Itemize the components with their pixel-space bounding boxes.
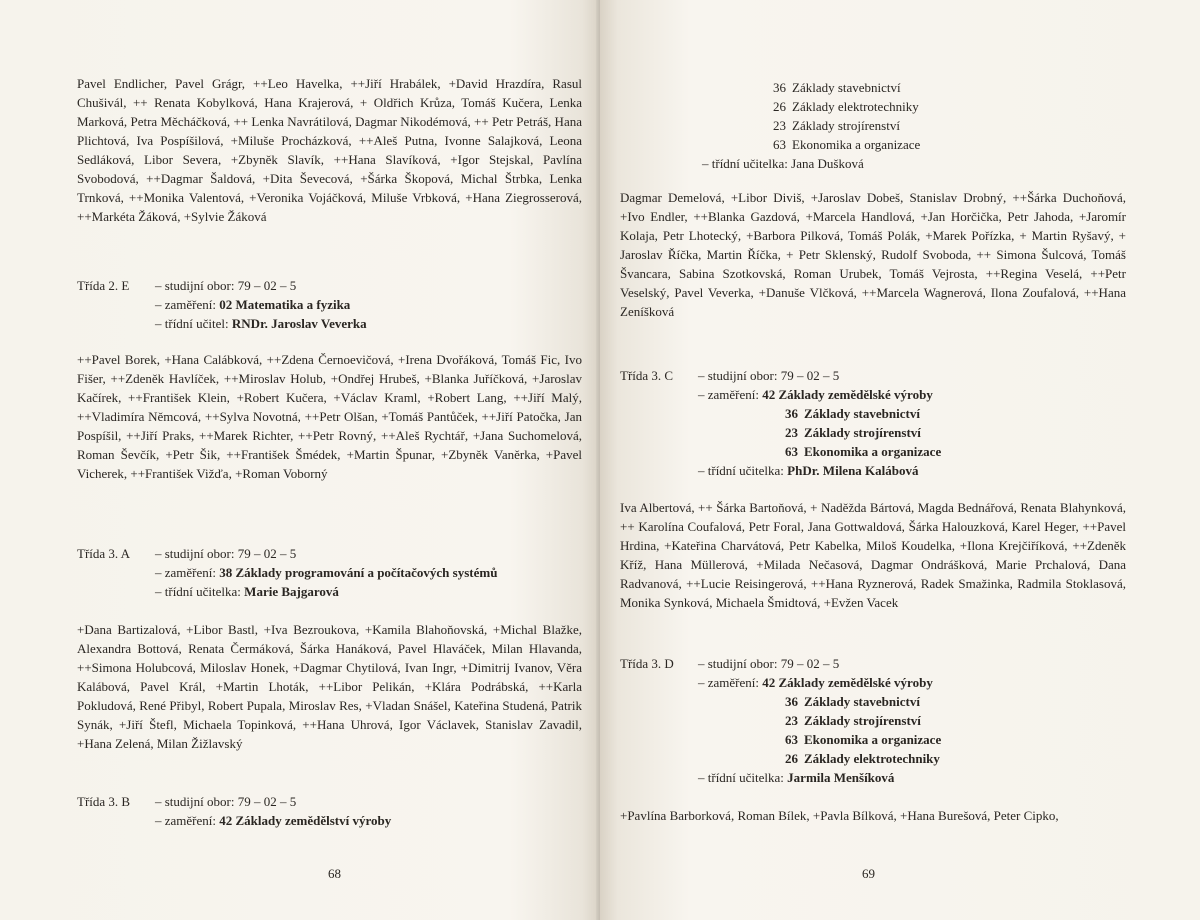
page-number: 68 bbox=[328, 866, 341, 881]
specialization-line: 23 Základy strojírenství bbox=[773, 118, 900, 133]
student-list: ++Pavel Borek, +Hana Calábková, ++Zdena Černoevičová, +Irena Dvořáková, Tomáš Fic, Ivo Fišer, ++Zdeněk Havlíček, ++Miroslav Holub, +Ondřej Hrubeš, +Blanka Juříčková, +Jaroslav Kačírek, ++František Klein, +Robert Kučera, +Václav Kraml, +Robert Lang, ++Jiří Malý, ++Vladimíra Němcová, ++Sylva Novotná, ++Petr Olšan, +Tomáš Pantůček, ++Jiří Patočka, Jan Pospíšil, ++Jiří Praks, ++Marek Richter, ++Petr Rovný, ++Aleš Rychtář, +Jana Suchomelová, Roman Ševčík, +Petr Šik, ++František Šmédek, +Martin Špunar, +Zbyněk Vaněrka, +Pavel Vicherek, ++František Vižďa, +Roman Voborný bbox=[77, 352, 582, 481]
right-page bbox=[600, 0, 1200, 920]
class-name: Třída 3. D bbox=[620, 656, 674, 671]
specialization-line: 63 Ekonomika a organizace bbox=[773, 137, 921, 152]
student-list-3b bbox=[620, 188, 1126, 321]
student-list: Iva Albertová, ++ Šárka Bartoňová, + Naděžda Bártová, Magda Bednářová, Renata Blahynková, ++ Karolína Coufalová, Petr Foral, Jana Gottwaldová, Šárka Halouzková, Karel Heger, ++Pavel Hrdina, +Kateřina Charvátová, Petr Kabelka, Miloš Koudelka, +Ilona Krejčiříková, ++Zdeněk Kříž, Hana Müllerová, +Milada Nečasová, Dagmar Ondrášková, Marie Prchalová, Dana Radvanová, ++Lucie Reisingerová, ++Hana Ryznerová, Radek Smažinka, Radmila Stoklasová, Monika Synková, Michaela Šmidtová, +Evžen Vacek bbox=[620, 500, 1126, 610]
student-list-3d bbox=[620, 806, 1126, 825]
student-list: +Pavlína Barborková, Roman Bílek, +Pavla Bílková, +Hana Burešová, Peter Cipko, bbox=[620, 808, 1059, 823]
class-3d-header: Třída 3. D – studijní obor: 79 – 02 – 5 – zaměření: 42 Základy zemědělské výroby 36 Základy stavebnictví 23 Základy strojírenství 63 Ekonomika a organizace 26 Základy elektrotechniky – třídní učitelka: Jarmila Menšíková bbox=[620, 656, 942, 785]
student-list: +Dana Bartizalová, +Libor Bastl, +Iva Bezroukova, +Kamila Blahoňovská, +Michal Blažke, Alexandra Bottová, Renata Čermáková, Šárka Hanáková, Pavel Hlaváček, Milan Hlavanda, ++Simona Holubcová, Miloslav Honek, +Dagmar Chytilová, Ivan Ingr, +Dimitrij Ivanov, Věra Kalábová, Pavel Král, +Martin Lhoták, ++Libor Pelikán, +Klára Podrábská, ++Karla Pokludová, René Přibyl, Robert Pupala, Miroslav Res, +Vladan Snášel, Kateřina Studená, Patrik Synák, +Jiří Štefl, Michaela Topinková, ++Hana Uhrová, Igor Václavek, Stanislav Zavadil, +Hana Zelená, Milan Žižlavský bbox=[77, 622, 582, 751]
class-name: Třída 3. C bbox=[620, 368, 674, 383]
student-list: Pavel Endlicher, Pavel Grágr, ++Leo Havelka, ++Jiří Hrabálek, +David Hrazdíra, Rasul Chušivál, ++ Renata Kobylková, Hana Krajerová, + Oldřich Krůza, Tomáš Kučera, Lenka Marková, Petra Měcháčková, ++ Lenka Navrátilová, Dagmar Nikodémová, ++ Petr Petráš, Hana Plichtová, Iva Pospíšilová, +Miluše Procházková, ++Aleš Putna, Ivonne Salajková, Leona Sedláková, Libor Severa, +Zbyněk Slavík, ++Hana Slavíková, +Igor Stejskal, Pavlína Svobodová, ++Dagmar Šaldová, +Dita Ševecová, +Šárka Škopová, Michal Štrbka, Lenka Trnková, ++Monika Valentová, +Veronika Vojáčková, Miluše Vrbková, +Hana Ziegrosserová, ++Markéta Žáková, +Sylvie Žáková bbox=[77, 76, 582, 224]
zamereni-label: – zaměření: bbox=[155, 297, 216, 312]
obor-value: 79 – 02 – 5 bbox=[237, 278, 297, 293]
ucitel-value: RNDr. Jaroslav Veverka bbox=[231, 316, 367, 331]
obor-label: – studijní obor: bbox=[155, 546, 235, 561]
student-list: Dagmar Demelová, +Libor Diviš, +Jaroslav Dobeš, Stanislav Drobný, ++Šárka Duchoňová, +Ivo Endler, ++Blanka Gazdová, +Marcela Handlová, +Jan Horčička, Petr Jahoda, +Jaromír Kolaja, Petr Lhotecký, +Barbora Pilková, Tomáš Polák, +Marek Pořízka, + Martin Ryšavý, + Jaroslav Říčka, Martin Říčka, + Petr Sklenský, Rudolf Svoboda, ++ Simona Šulcová, Tomáš Švancara, Sabina Szotkovská, Roman Urubek, Tomáš Vejrosta, ++Regina Veselá, ++Petr Veselský, Pavel Veverka, +Danuše Vlčková, ++Marcela Wagnerová, Ilona Zoufalová, ++Hana Zeníšková bbox=[620, 190, 1126, 319]
zamereni-value: 02 Matematika a fyzika bbox=[219, 297, 351, 312]
zamereni-value: 38 Základy programování a počítačových systémů bbox=[219, 565, 498, 580]
specialization-line: 36 Základy stavebnictví bbox=[773, 80, 901, 95]
obor-value: 79 – 02 – 5 bbox=[237, 546, 297, 561]
obor-label: – studijní obor: bbox=[155, 794, 235, 809]
class-3b-continuation bbox=[702, 78, 1180, 173]
student-list-2d bbox=[77, 74, 582, 226]
zamereni-label: – zaměření: bbox=[155, 565, 216, 580]
obor-value: 79 – 02 – 5 bbox=[237, 794, 297, 809]
class-name: Třída 3. A bbox=[77, 546, 131, 561]
class-3b-header bbox=[77, 792, 582, 830]
ucitel-value: Marie Bajgarová bbox=[244, 584, 339, 599]
teacher-line: – třídní učitelka: Jana Dušková bbox=[702, 156, 864, 171]
class-name: Třída 2. E bbox=[77, 278, 130, 293]
page-number: 69 bbox=[862, 866, 875, 881]
ucitel-label: – třídní učitel: bbox=[155, 316, 229, 331]
class-3c-header: Třída 3. C – studijní obor: 79 – 02 – 5 – zaměření: 42 Základy zemědělské výroby 36 Základy stavebnictví 23 Základy strojírenství 63 Ekonomika a organizace – třídní učitelka: PhDr. Milena Kalábová bbox=[620, 368, 942, 478]
class-2e-header bbox=[77, 276, 582, 333]
class-3a-header bbox=[77, 544, 582, 601]
specialization-line: 26 Základy elektrotechniky bbox=[773, 99, 919, 114]
student-list-2e bbox=[77, 350, 582, 483]
ucitel-label: – třídní učitelka: bbox=[155, 584, 241, 599]
zamereni-label: – zaměření: bbox=[155, 813, 216, 828]
zamereni-value: 42 Základy zemědělství výroby bbox=[219, 813, 392, 828]
obor-label: – studijní obor: bbox=[155, 278, 235, 293]
student-list-3a bbox=[77, 620, 582, 753]
class-name: Třída 3. B bbox=[77, 794, 131, 809]
student-list-3c bbox=[620, 498, 1126, 612]
